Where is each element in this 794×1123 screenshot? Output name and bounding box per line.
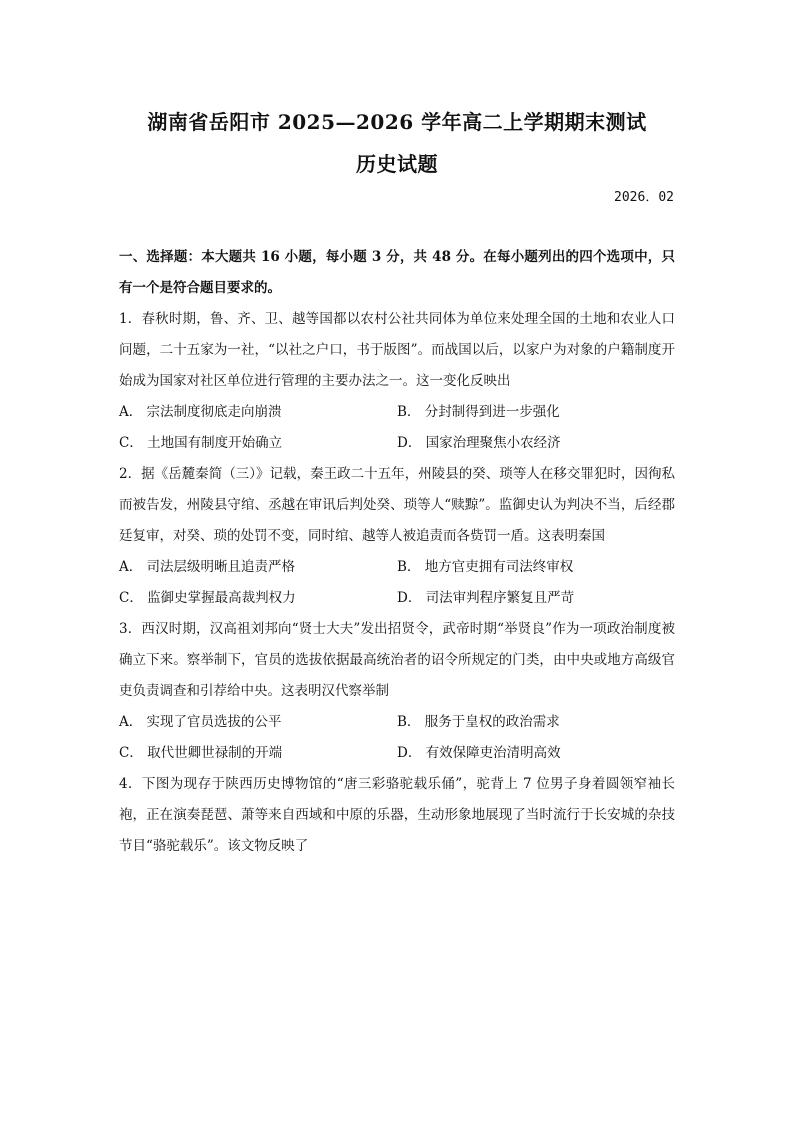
option-a: A． 司法层级明晰且追责严格 [119, 559, 296, 575]
option-d: D． 司法审判程序繁复且严苛 [397, 590, 575, 606]
option-c: C． 监御史掌握最高裁判权力 [119, 590, 296, 606]
exam-content [119, 242, 675, 862]
option-b: B． 地方官吏拥有司法终审权 [397, 559, 574, 575]
question-2 [119, 459, 675, 614]
exam-subtitle: 历史试题 [356, 152, 438, 176]
options-row [119, 738, 675, 769]
question-1 [119, 304, 675, 459]
question-stem: 4．下图为现存于陕西历史博物馆的“唐三彩骆驼载乐俑”，驼背上 7 位男子身着圆领窄袖长袍，正在演奏琵琶、萧等来自西域和中原的乐器，生动形象地展现了当时流行于长安城的杂技节目“骆驼载乐”。该文物反映了 [119, 776, 675, 854]
option-b: B． 分封制得到进一步强化 [397, 404, 560, 420]
option-a: A． 实现了官员选拔的公平 [119, 714, 282, 730]
option-c: C． 土地国有制度开始确立 [119, 435, 283, 451]
options-row [119, 552, 675, 583]
option-a: A． 宗法制度彻底走向崩溃 [119, 404, 282, 420]
options-row [119, 428, 675, 459]
question-4 [119, 769, 675, 862]
question-stem: 3．西汉时期，汉高祖刘邦向“贤士大夫”发出招贤令，武帝时期“举贤良”作为一项政治制度被确立下来。察举制下，官员的选拔依据最高统治者的诏令所规定的门类，由中央或地方高级官吏负责调查和引荐给中央。这表明汉代察举制 [119, 621, 675, 699]
question-stem: 1．春秋时期，鲁、齐、卫、越等国都以农村公社共同体为单位来处理全国的土地和农业人口问题，二十五家为一社，“以社之户口，书于版图”。而战国以后，以家户为对象的户籍制度开始成为国家对社区单位进行管理的主要办法之一。这一变化反映出 [119, 311, 675, 389]
section-heading: 一、选择题：本大题共 16 小题，每小题 3 分，共 48 分。在每小题列出的四个选项中，只有一个是符合题目要求的。 [119, 249, 675, 296]
option-d: D． 国家治理聚焦小农经济 [397, 435, 561, 451]
options-row [119, 397, 675, 428]
option-d: D． 有效保障吏治清明高效 [397, 745, 561, 761]
option-b: B． 服务于皇权的政治需求 [397, 714, 560, 730]
question-3 [119, 614, 675, 769]
exam-date: 2026．02 [614, 190, 674, 205]
options-row [119, 707, 675, 738]
question-stem: 2．据《岳麓秦简（三）》记载，秦王政二十五年，州陵县的癸、琐等人在移交罪犯时，因徇私而被告发，州陵县守绾、丞越在审讯后判处癸、琐等人“赎黥”。监御史认为判决不当，后经郡廷复审，对癸、琐的处罚不变，同时绾、越等人被追责而各赀罚一盾。这表明秦国 [119, 466, 675, 544]
exam-title: 湖南省岳阳市 2025—2026 学年高二上学期期末测试 [147, 110, 647, 134]
options-row [119, 583, 675, 614]
option-c: C． 取代世卿世禄制的开端 [119, 745, 283, 761]
